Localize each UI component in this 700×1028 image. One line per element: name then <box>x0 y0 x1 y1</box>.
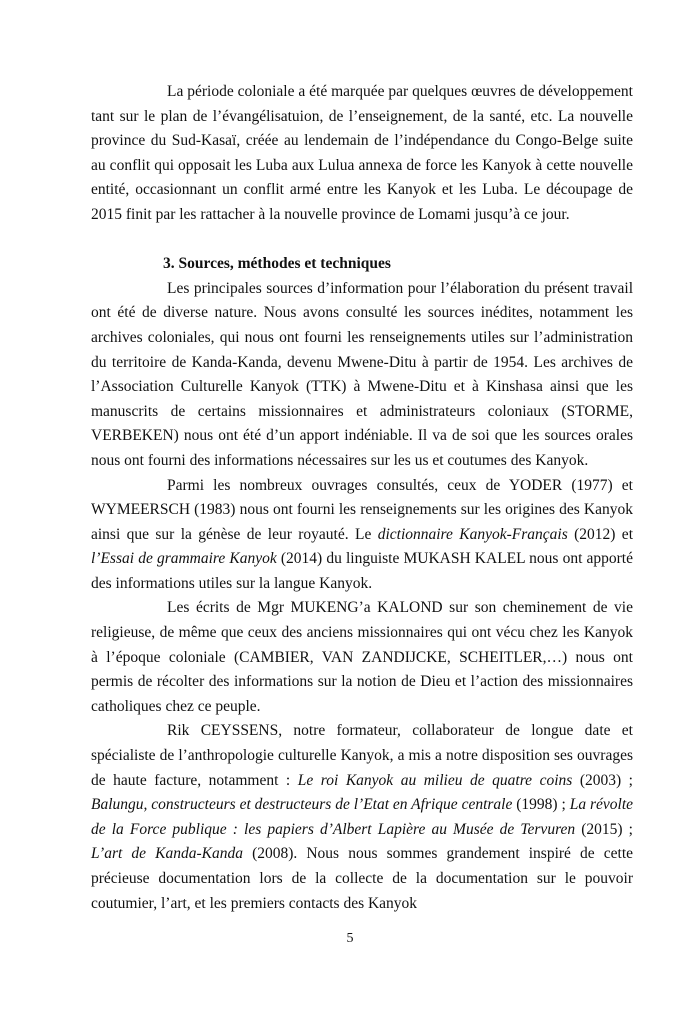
text-run: (2008). Nous nous sommes grandement inspiré de cette précieuse documentation lors de la collecte de la documentation sur le pouvoir coutumier, l’art, et les premiers contacts des Kanyok <box>91 845 633 912</box>
text-run: (1998) ; <box>512 796 570 814</box>
body-paragraph <box>91 474 633 597</box>
book-title: L’art de Kanda-Kanda <box>91 845 243 863</box>
book-title: Le roi Kanyok au milieu de quatre coins <box>297 771 573 789</box>
book-title: dictionnaire Kanyok-Français <box>377 525 568 543</box>
book-title: Balungu, constructeurs et destructeurs de l’Etat en Afrique centrale <box>91 796 513 814</box>
text-run: (2014) du linguiste MUKASH KALEL nous ont apporté des informations utiles sur la langue Kanyok. <box>91 550 633 592</box>
text-run: (2012) et <box>567 525 633 543</box>
text-run: (2003) ; <box>572 771 633 789</box>
body-paragraph: La période coloniale a été marquée par quelques œuvres de développement tant sur le plan de l’évangélisatuion, de l’enseignement, de la santé, etc. La nouvelle province du Sud-Kasaï, créée au lendemain de l’indépendance du Congo-Belge suite au conflit qui opposait les Luba aux Lulua annexa de force les Kanyok à cette nouvelle entité, occasionnant un conflit armé entre les Kanyok et les Luba. Le découpage de 2015 finit par les rattacher à la nouvelle province de Lomami jusqu’à ce jour. <box>91 83 633 223</box>
body-paragraph: Les principales sources d’information pour l’élaboration du présent travail ont été de diverse nature. Nous avons consulté les sources inédites, notamment les archives coloniales, qui nous ont fourni les renseignements utiles sur l’administration du territoire de Kanda-Kanda, devenu Mwene-Ditu à partir de 1954. Les archives de l’Association Culturelle Kanyok (TTK) à Mwene-Ditu et à Kinshasa ainsi que les manuscrits de certains missionnaires et administrateurs coloniaux (STORME, VERBEKEN) nous ont été d’un apport indéniable. Il va de soi que les sources orales nous ont fourni des informations nécessaires sur les us et coutumes des Kanyok. <box>91 279 633 469</box>
section-heading: 3. Sources, méthodes et techniques <box>163 255 391 273</box>
text-run: (2015) ; <box>575 820 633 838</box>
book-title: La révolte de la Force publique : les papiers d’Albert Lapière au Musée de Tervuren <box>91 796 634 838</box>
page-number: 5 <box>346 931 354 946</box>
body-paragraph <box>91 719 633 916</box>
text-run: Parmi les nombreux ouvrages consultés, ceux de YODER (1977) et WYMEERSCH (1983) nous ont fourni les renseignements sur les origines des Kanyok ainsi que sur la génèse de leur royauté. Le <box>91 476 633 543</box>
text-run: Rik CEYSSENS, notre formateur, collaborateur de longue date et spécialiste de l’anthropologie culturelle Kanyok, a mis a notre disposition ses ouvrages de haute facture, notamment : <box>91 722 633 789</box>
body-paragraph: Les écrits de Mgr MUKENG’a KALOND sur son cheminement de vie religieuse, de même que ceux des anciens missionnaires qui ont vécu chez les Kanyok à l’époque coloniale (CAMBIER, VAN ZANDIJCKE, SCHEITLER,…) nous ont permis de récolter des informations sur la notion de Dieu et l’action des missionnaires catholiques chez ce peuple. <box>91 599 633 715</box>
document-page <box>91 80 633 916</box>
book-title: l’Essai de grammaire Kanyok <box>91 550 277 568</box>
